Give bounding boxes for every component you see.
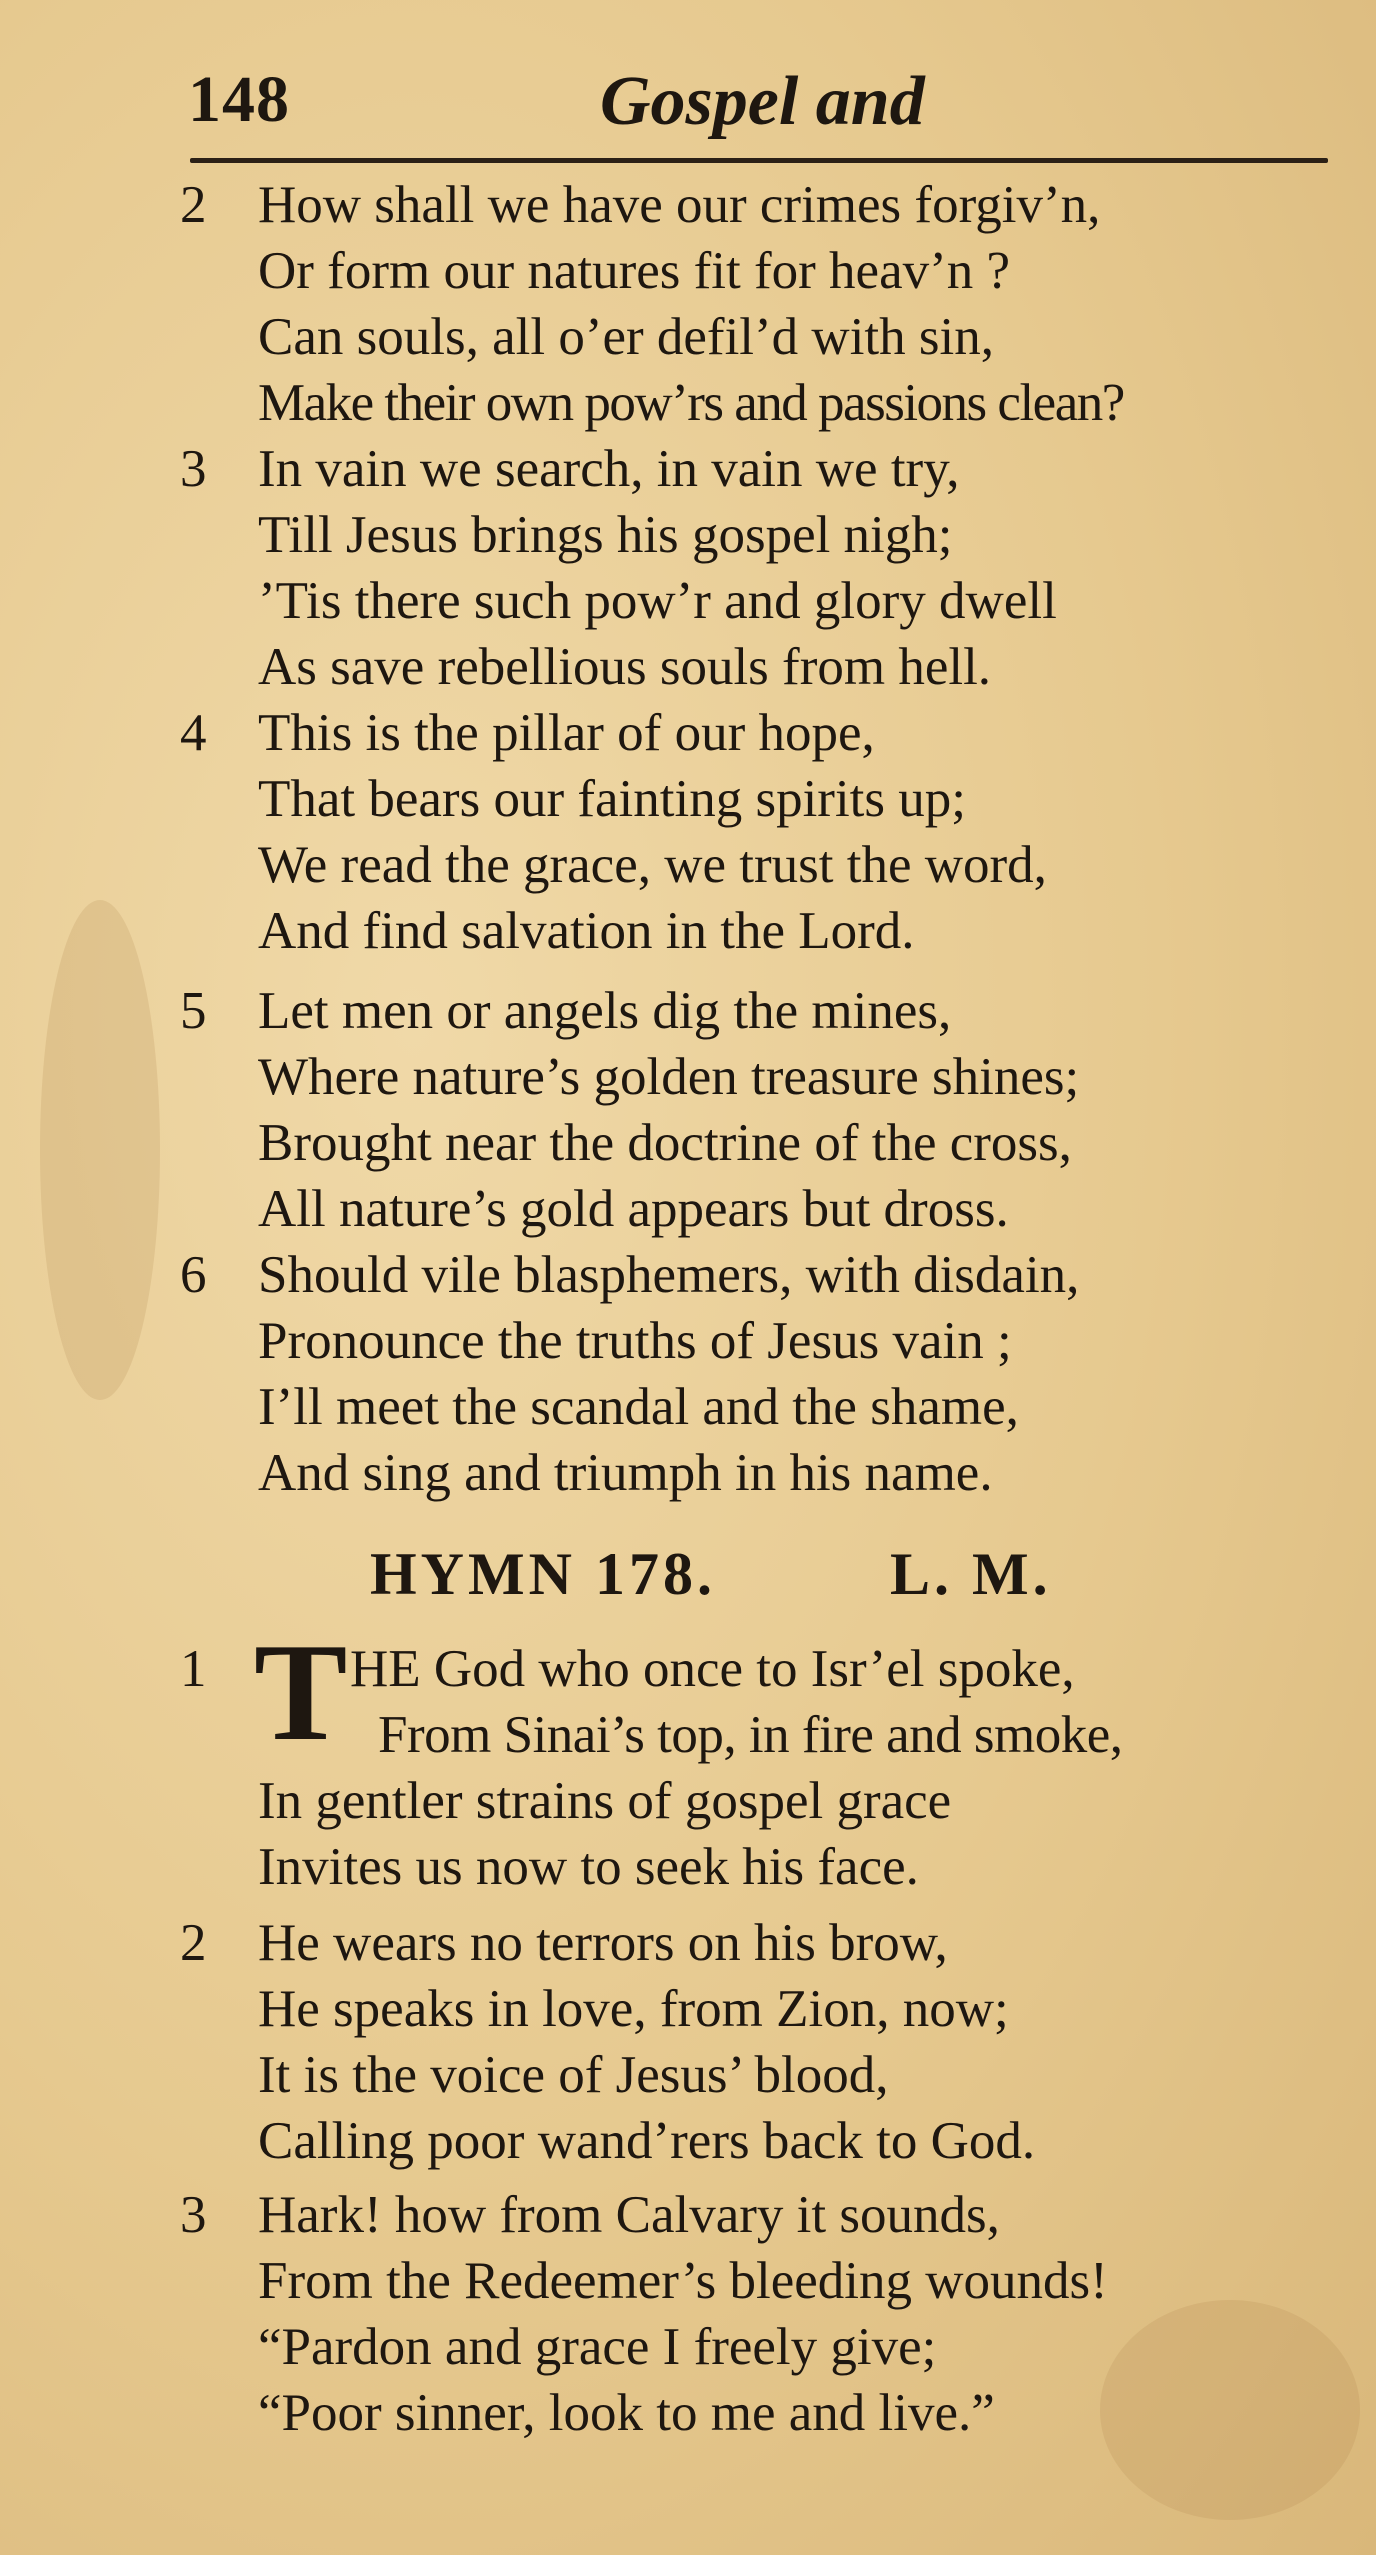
verse-line: Should vile blasphemers, with disdain, xyxy=(258,1246,1080,1304)
verse-line: He wears no terrors on his brow, xyxy=(258,1914,948,1972)
verse-line: That bears our fainting spirits up; xyxy=(258,770,966,828)
drop-cap: T xyxy=(254,1615,348,1770)
verse-line: We read the grace, we trust the word, xyxy=(258,836,1047,894)
page-header xyxy=(186,62,1336,142)
verse-line: Brought near the doctrine of the cross, xyxy=(258,1114,1072,1172)
running-head: Gospel and xyxy=(600,63,925,140)
verse-number: 3 xyxy=(180,2186,207,2244)
verse-number: 6 xyxy=(180,1246,207,1304)
verse-line: All nature’s gold appears but dross. xyxy=(258,1180,1009,1238)
verse-line: Where nature’s golden treasure shines; xyxy=(258,1048,1080,1106)
verse-line: Let men or angels dig the mines, xyxy=(258,982,952,1040)
verse-line: From Sinai’s top, in fire and smoke, xyxy=(378,1706,1123,1764)
header-rule xyxy=(190,158,1328,163)
verse-line: Or form our natures fit for heav’n ? xyxy=(258,242,1011,300)
verse-line: As save rebellious souls from hell. xyxy=(258,638,992,696)
paper-stain xyxy=(40,900,160,1400)
hymn-meter: L. M. xyxy=(890,1541,1052,1607)
verse-line: ’Tis there such pow’r and glory dwell xyxy=(258,572,1057,630)
verse-line: This is the pillar of our hope, xyxy=(258,704,875,762)
verse-line: He speaks in love, from Zion, now; xyxy=(258,1980,1009,2038)
verse-line: HE God who once to Isr’el spoke, xyxy=(350,1640,1075,1698)
verse-number: 2 xyxy=(180,1914,207,1972)
verse-line: In gentler strains of gospel grace xyxy=(258,1772,952,1830)
verse-line: Can souls, all o’er defil’d with sin, xyxy=(258,308,994,366)
verse-line: I’ll meet the scandal and the shame, xyxy=(258,1378,1019,1436)
paper-stain xyxy=(1100,2300,1360,2520)
verse-number: 5 xyxy=(180,982,207,1040)
verse-line: Make their own pow’rs and passions clean? xyxy=(258,374,1124,432)
verse-line: Hark! how from Calvary it sounds, xyxy=(258,2186,1000,2244)
verse-line: How shall we have our crimes forgiv’n, xyxy=(258,176,1101,234)
verse-line: It is the voice of Jesus’ blood, xyxy=(258,2046,889,2104)
verse-number: 3 xyxy=(180,440,207,498)
verse-number: 4 xyxy=(180,704,207,762)
verse-line: Till Jesus brings his gospel nigh; xyxy=(258,506,953,564)
verse-line: And sing and triumph in his name. xyxy=(258,1444,993,1502)
verse-line: “Poor sinner, look to me and live.” xyxy=(258,2384,995,2442)
verse-number: 2 xyxy=(180,176,207,234)
verse-line: Pronounce the truths of Jesus vain ; xyxy=(258,1312,1012,1370)
hymn-title: HYMN 178. xyxy=(370,1541,716,1607)
verse-number: 1 xyxy=(180,1640,207,1698)
verse-line: And find salvation in the Lord. xyxy=(258,902,915,960)
verse-line: Invites us now to seek his face. xyxy=(258,1838,919,1896)
page-number: 148 xyxy=(188,63,290,136)
verse-line: “Pardon and grace I freely give; xyxy=(258,2318,937,2376)
verse-line: From the Redeemer’s bleeding wounds! xyxy=(258,2252,1108,2310)
verse-line: In vain we search, in vain we try, xyxy=(258,440,960,498)
verse-line: Calling poor wand’rers back to God. xyxy=(258,2112,1036,2170)
